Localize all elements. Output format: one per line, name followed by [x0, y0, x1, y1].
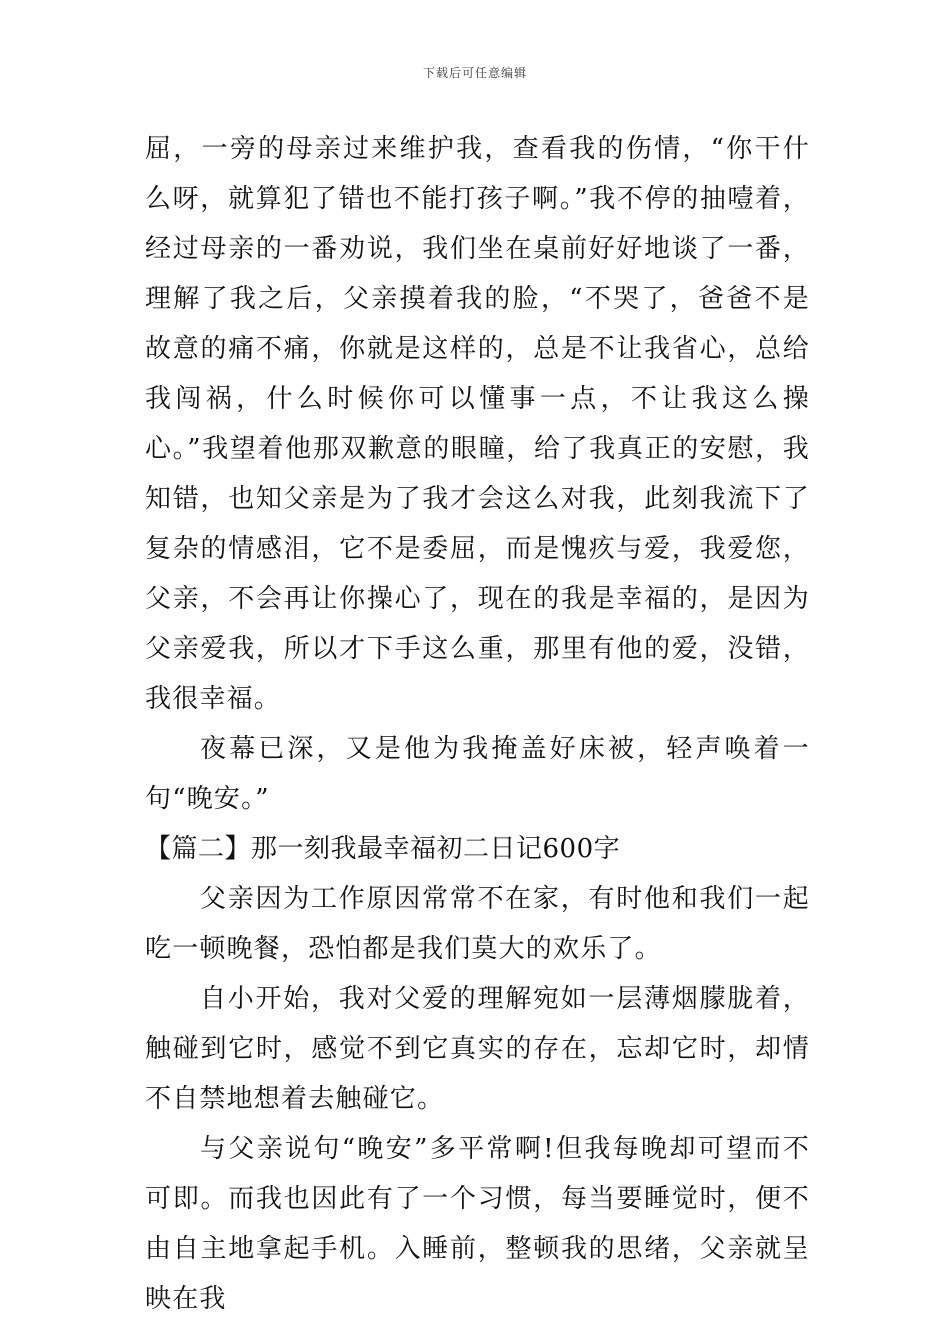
paragraph-continued: 屈，一旁的母亲过来维护我，查看我的伤情，“你干什么呀，就算犯了错也不能打孩子啊。”我不停的抽噎着，经过母亲的一番劝说，我们坐在桌前好好地谈了一番，理解了我之后，父亲摸着我的脸，“不哭了，爸爸不是故意的痛不痛，你就是这样的，总是不让我省心，总给我闯祸，什么时候你可以懂事一点，不让我这么操心。”我望着他那双歉意的眼瞳，给了我真正的安慰，我知错，也知父亲是为了我才会这么对我，此刻我流下了复杂的情感泪，它不是委屈，而是愧疚与爱，我爱您，父亲，不会再让你操心了，现在的我是幸福的，是因为父亲爱我，所以才下手这么重，那里有他的爱，没错，我很幸福。 [145, 134, 810, 714]
document-body [145, 124, 810, 1324]
paragraph-good-night: 夜幕已深，又是他为我掩盖好床被，轻声唤着一句“晚安。” [145, 734, 810, 814]
section-title: 【篇二】那一刻我最幸福初二日记600字 [145, 834, 621, 864]
page-header: 下载后可任意编辑 [422, 66, 527, 80]
paragraph-fatherly-love: 自小开始，我对父爱的理解宛如一层薄烟朦胧着，触碰到它时，感觉不到它真实的存在，忘却它时，却情不自禁地想着去触碰它。 [145, 984, 810, 1114]
paragraph-father-work: 父亲因为工作原因常常不在家，有时他和我们一起吃一顿晚餐，恐怕都是我们莫大的欢乐了。 [145, 884, 810, 964]
paragraph-habit: 与父亲说句“晚安”多平常啊!但我每晚却可望而不可即。而我也因此有了一个习惯，每当要睡觉时，便不由自主地拿起手机。入睡前，整顿我的思绪，父亲就呈映在我 [145, 1134, 810, 1314]
